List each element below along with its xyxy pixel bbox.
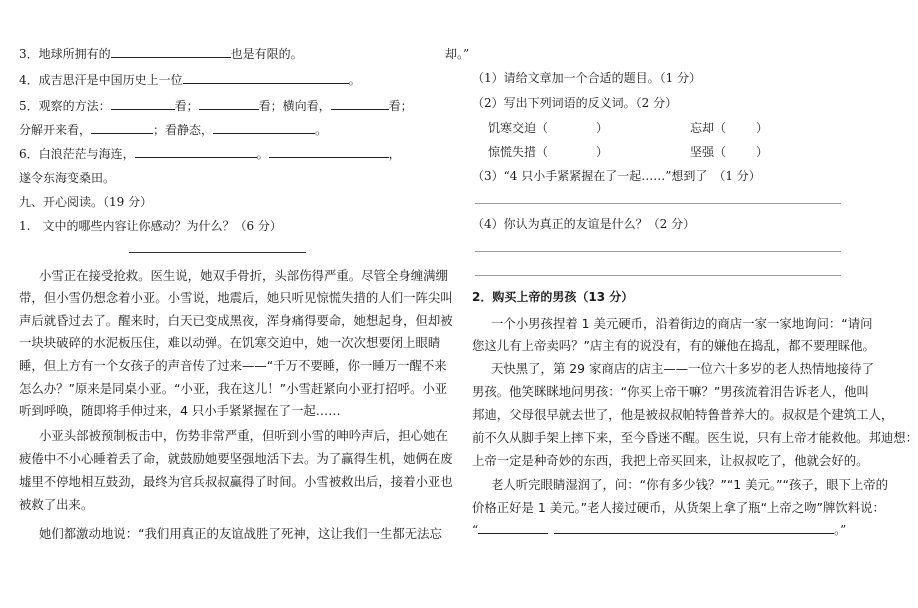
q5b-blank-1[interactable] bbox=[91, 122, 153, 134]
passage2-line: 价格正好是 1 美元。”老人接过硬币，从货架上拿了瓶“上帝之吻”牌饮料说： bbox=[472, 500, 885, 515]
q6-text: 6．白浪茫茫与海连， bbox=[19, 147, 135, 161]
passage2-line: 您这儿有上帝卖吗？”店主有的说没有，有的嫌他在捣乱，都不要理睬他。 bbox=[472, 338, 875, 353]
passage2-line: 上帝一定是种奇妙的东西，我把上帝买回来，让叔叔吃了，他就会好的。 bbox=[472, 453, 869, 468]
q3-blank[interactable] bbox=[111, 46, 231, 58]
passage2-line: 前不久从脚手架上摔下来，至今昏迷不醒。医生说，只有上帝才能救他。邦迪想： bbox=[472, 430, 918, 445]
passage-line: 她们都激动地说：“我们用真正的友谊战胜了死神，这让我们一生都无法忘 bbox=[39, 526, 442, 541]
passage2-line: 天快黑了，第 29 家商店的店主——一位六十多岁的老人热情地接待了 bbox=[491, 361, 874, 376]
q6-text-b: 。 bbox=[256, 147, 269, 161]
q5-text-d: 看； bbox=[388, 99, 413, 113]
antonym-item bbox=[488, 144, 608, 160]
question-3 bbox=[19, 46, 303, 62]
answer-line-q4-1[interactable] bbox=[475, 251, 841, 252]
passage-line: 带，但小雪仍想念着小亚。小雪说，地震后，她只听见惊慌失措的人们一阵尖叫 bbox=[19, 290, 453, 305]
passage2-fill-line bbox=[472, 522, 846, 538]
antonym-item bbox=[488, 120, 608, 136]
q5-text-b: 看； bbox=[174, 99, 199, 113]
passage-line: 小雪正在接受抢救。医生说，她双手骨折，头部伤得严重。尽管全身缠满绷 bbox=[39, 268, 448, 283]
question-4 bbox=[19, 72, 361, 88]
antonym-item bbox=[690, 120, 768, 136]
answer-line-q3[interactable] bbox=[475, 203, 841, 204]
passage-line: 墟里不停地相互鼓劲，最终为官兵叔叔赢得了时间。小雪被救出后，接着小亚也 bbox=[19, 474, 453, 489]
answer-line-q4-2[interactable] bbox=[475, 275, 841, 276]
close-quote: 。” bbox=[834, 523, 847, 537]
passage2-line: 老人听完眼睛湿润了，问：“你有多少钱？”“1 美元。”“孩子，眼下上帝的 bbox=[491, 477, 889, 492]
q6-text-c: ， bbox=[388, 147, 401, 161]
antonym-close: ） bbox=[596, 145, 609, 159]
q6-blank-2[interactable] bbox=[269, 146, 389, 158]
reading-question-3: （3）“4 只小手紧紧握在了一起……”想到了 （1 分） bbox=[472, 169, 761, 183]
question-6-line2: 遂令东海变桑田。 bbox=[19, 171, 116, 185]
passage-line: 疲倦中不小心睡着丢了命，就鼓励她要坚强地活下去。为了赢得生机，她俩在废 bbox=[19, 451, 453, 466]
reading-question-2-antonyms: （2）写出下列词语的反义词。（2 分） bbox=[472, 96, 678, 110]
section-9-heading: 九、开心阅读。（19 分） bbox=[19, 195, 153, 209]
fill-blank-2[interactable] bbox=[554, 522, 834, 534]
passage2-line: 邦迪，父母很早就去世了，他是被叔叔帕特鲁普养大的。叔叔是个建筑工人， bbox=[472, 407, 894, 422]
passage2-line: 男孩。他笑眯眯地问男孩：“你买上帝干嘛？”男孩流着泪告诉老人，他叫 bbox=[472, 384, 869, 399]
passage-line: 怎么办？”原来是同桌小亚。“小亚，我在这儿！”小雪赶紧向小亚打招呼。小亚 bbox=[19, 381, 448, 396]
q4-blank[interactable] bbox=[183, 72, 349, 84]
passage2-line: 一个小男孩捏着 1 美元硬币，沿着街边的商店一家一家地询问：“请问 bbox=[491, 316, 873, 331]
q5-blank-3[interactable] bbox=[331, 98, 389, 110]
q5-text-c: 看；横向看， bbox=[258, 99, 331, 113]
q6-blank-1[interactable] bbox=[135, 146, 257, 158]
q3-suffix: 也是有限的。 bbox=[230, 47, 303, 61]
q4-suffix: 。 bbox=[348, 73, 361, 87]
open-quote: “ bbox=[472, 523, 479, 537]
passage-line: 睡，但上方有一个女孩子的声音传了过来——“千万不要睡，你一睡万一醒不来 bbox=[19, 358, 447, 373]
antonym-word: 惊慌失措（ bbox=[488, 145, 549, 159]
antonym-close: ） bbox=[596, 121, 609, 135]
reading-question-1-title: （1）请给文章加一个合适的题目。（1 分） bbox=[472, 71, 702, 85]
antonym-close: ） bbox=[756, 121, 769, 135]
q5b-text-b: ；看静态， bbox=[153, 123, 214, 137]
section-heading-2: 2．购买上帝的男孩（13 分） bbox=[472, 290, 634, 304]
q5b-blank-2[interactable] bbox=[213, 122, 315, 134]
antonym-word: 忘却（ bbox=[690, 121, 727, 135]
passage-line: 听到呼唤，随即将手伸过来，4 只小手紧紧握在了一起…… bbox=[19, 403, 341, 418]
q5-blank-1[interactable] bbox=[111, 98, 175, 110]
fill-blank-1[interactable] bbox=[478, 522, 548, 534]
q3-text: 3．地球所拥有的 bbox=[19, 47, 111, 61]
antonym-close: ） bbox=[756, 145, 769, 159]
antonym-item bbox=[690, 144, 768, 160]
passage-line: 声后就昏过去了。醒来时，白天已变成黑夜，浑身痛得要命，她想起身，但却被 bbox=[19, 313, 453, 328]
passage-continuation: 却。” bbox=[445, 47, 470, 61]
antonym-word: 坚强（ bbox=[690, 145, 727, 159]
passage-line: 被救了出来。 bbox=[19, 497, 94, 512]
q5-text: 5．观察的方法： bbox=[19, 99, 111, 113]
reading-question-1: 1. 文中的哪些内容让你感动？为什么？（6 分） bbox=[19, 219, 282, 233]
q5-blank-2[interactable] bbox=[199, 98, 259, 110]
passage-line: 小亚头部被预制板击中，伤势非常严重，但听到小雪的呻吟声后，担心她在 bbox=[39, 428, 448, 443]
passage-line: 一块块破碎的水泥板压住，难以动弹。在饥寒交迫中，她一次次想要闭上眼睛 bbox=[19, 335, 441, 350]
question-6 bbox=[19, 146, 401, 162]
q4-text: 4．成吉思汗是中国历史上一位 bbox=[19, 73, 183, 87]
reading-question-4: （4）你认为真正的友谊是什么？（2 分） bbox=[472, 217, 696, 231]
answer-line-q1[interactable] bbox=[129, 252, 306, 253]
question-5 bbox=[19, 98, 413, 114]
antonym-word: 饥寒交迫（ bbox=[488, 121, 549, 135]
q5b-text: 分解开来看， bbox=[19, 123, 92, 137]
question-5-line2 bbox=[19, 122, 327, 138]
q5b-text-c: 。 bbox=[315, 123, 328, 137]
